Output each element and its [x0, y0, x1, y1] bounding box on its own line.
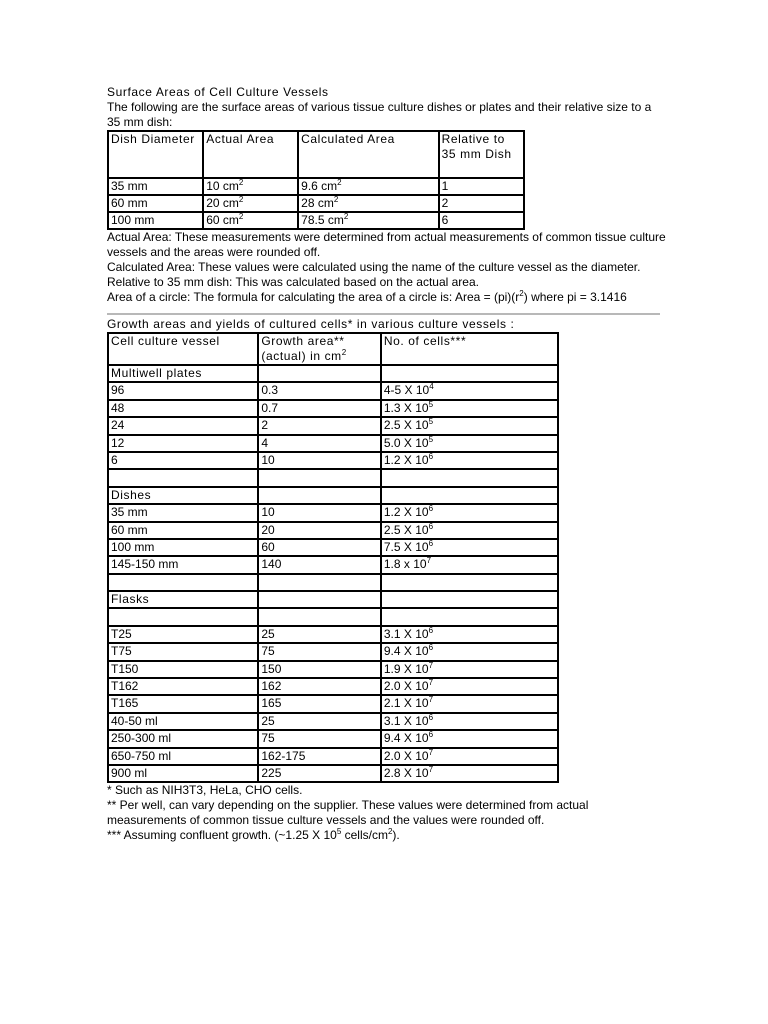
cell-vessel: 35 mm [108, 504, 258, 521]
cell-vessel [108, 574, 258, 591]
cell-rel: 6 [439, 212, 524, 229]
table-row [108, 435, 558, 452]
cell-growth-area: 60 [258, 539, 381, 556]
table-row [108, 178, 524, 195]
cell-vessel: 650-750 ml [108, 748, 258, 765]
cell-growth-area [258, 591, 381, 608]
table-row [108, 608, 558, 625]
cell-cell-count [381, 487, 558, 504]
cell-vessel: Multiwell plates [108, 365, 258, 382]
cell-cell-count [381, 365, 558, 382]
cell-cell-count: 1.3 X $10^5$ [381, 400, 558, 417]
cell-vessel: 48 [108, 400, 258, 417]
table-row [108, 452, 558, 469]
cell-cell-count: 5.0 X $10^5$ [381, 435, 558, 452]
cell-actual: 10 $cm^2$ [203, 178, 298, 195]
cell-growth-area [258, 469, 381, 486]
cell-growth-area: 162 [258, 678, 381, 695]
cell-cell-count [381, 608, 558, 625]
cell-vessel: 24 [108, 417, 258, 434]
cell-cell-count: 9.4 X $10^6$ [381, 643, 558, 660]
intro-text: The following are the surface areas of various tissue culture dishes or plates and their relative size to a 35 mm dish: [107, 100, 652, 129]
footnote-3: *** Assuming confluent growth. (~1.25 X $10^5$ cells/$cm^2$). [107, 827, 400, 843]
cell-cell-count: 1.2 X $10^6$ [381, 452, 558, 469]
cell-growth-area: 0.3 [258, 382, 381, 399]
header-vessel: Cell culture vessel [108, 333, 258, 365]
table-row [108, 591, 558, 608]
growth-heading: Growth areas and yields of cultured cells* in various culture vessels : [107, 317, 515, 331]
def-actual-area: Actual Area: These measurements were determined from actual measurements of common tissue culture vessels and the areas were rounded off. [107, 230, 666, 259]
growth-area-table [107, 332, 559, 783]
cell-growth-area [258, 487, 381, 504]
cell-vessel: 900 ml [108, 765, 258, 782]
document-title: Surface Areas of Cell Culture Vessels [107, 85, 329, 99]
cell-vessel: 96 [108, 382, 258, 399]
cell-vessel: T162 [108, 678, 258, 695]
table-header-row [108, 131, 524, 178]
cell-cell-count: 9.4 X $10^6$ [381, 730, 558, 747]
cell-cell-count: 7.5 X $10^6$ [381, 539, 558, 556]
cell-cell-count: 1.9 X $10^7$ [381, 661, 558, 678]
table-row [108, 539, 558, 556]
table-row [108, 522, 558, 539]
cell-cell-count [381, 591, 558, 608]
table-row [108, 643, 558, 660]
cell-rel: 2 [439, 195, 524, 212]
surface-area-table [107, 130, 525, 230]
cell-vessel: 250-300 ml [108, 730, 258, 747]
cell-cell-count: 3.1 X $10^6$ [381, 626, 558, 643]
table-row [108, 574, 558, 591]
cell-growth-area: 75 [258, 730, 381, 747]
cell-vessel [108, 469, 258, 486]
cell-calc: 9.6 $cm^2$ [298, 178, 438, 195]
horizontal-divider [107, 313, 660, 315]
table-row [108, 556, 558, 573]
def-circle-area: Area of a circle: The formula for calculating the area of a circle is: Area = $(pi)(r^2)$ where pi = 3.1416 [107, 289, 627, 304]
cell-cell-count: 2.5 X $10^5$ [381, 417, 558, 434]
cell-cell-count: 2.0 X $10^7$ [381, 678, 558, 695]
cell-calc: 28 $cm^2$ [298, 195, 438, 212]
cell-vessel: 40-50 ml [108, 713, 258, 730]
table-row [108, 195, 524, 212]
table-row [108, 748, 558, 765]
footnote-1: * Such as NIH3T3, HeLa, CHO cells. [107, 783, 303, 798]
table-row [108, 417, 558, 434]
cell-cell-count [381, 469, 558, 486]
cell-growth-area: 165 [258, 695, 381, 712]
cell-vessel: 60 mm [108, 522, 258, 539]
cell-actual: 20 $cm^2$ [203, 195, 298, 212]
cell-actual: 60 $cm^2$ [203, 212, 298, 229]
cell-growth-area [258, 574, 381, 591]
header-growth-area: Growth area** (actual) in $cm^2$ [258, 333, 381, 365]
cell-vessel: T165 [108, 695, 258, 712]
cell-vessel: 12 [108, 435, 258, 452]
cell-vessel: 6 [108, 452, 258, 469]
cell-growth-area: 10 [258, 504, 381, 521]
cell-growth-area: 140 [258, 556, 381, 573]
table-row [108, 730, 558, 747]
cell-growth-area: 4 [258, 435, 381, 452]
cell-vessel: Dishes [108, 487, 258, 504]
cell-dish: 100 mm [108, 212, 203, 229]
table-row [108, 212, 524, 229]
cell-vessel: T150 [108, 661, 258, 678]
header-dish-diameter: Dish Diameter [108, 131, 203, 178]
cell-growth-area: 25 [258, 626, 381, 643]
cell-growth-area: 10 [258, 452, 381, 469]
header-cell-count: No. of cells*** [381, 333, 558, 365]
header-relative: Relative to 35 mm Dish [439, 131, 524, 178]
header-actual-area: Actual Area [203, 131, 298, 178]
def-calculated-area: Calculated Area: These values were calculated using the name of the culture vessel as the diameter. [107, 260, 641, 274]
footnote-2: ** Per well, can vary depending on the supplier. These values were determined from actual measurements of common tissue culture vessels and the values were rounded off. [107, 798, 589, 828]
footnotes [107, 783, 667, 843]
cell-vessel: T25 [108, 626, 258, 643]
table-row [108, 365, 558, 382]
cell-dish: 60 mm [108, 195, 203, 212]
table-row [108, 765, 558, 782]
cell-growth-area: 150 [258, 661, 381, 678]
table-row [108, 487, 558, 504]
cell-vessel [108, 608, 258, 625]
cell-growth-area: 162-175 [258, 748, 381, 765]
cell-cell-count: 2.1 X $10^7$ [381, 695, 558, 712]
table-row [108, 400, 558, 417]
cell-cell-count: 2.0 X $10^7$ [381, 748, 558, 765]
cell-cell-count: 1.8 x $10^7$ [381, 556, 558, 573]
document-page [107, 85, 667, 843]
cell-cell-count: 1.2 X $10^6$ [381, 504, 558, 521]
cell-vessel: 100 mm [108, 539, 258, 556]
table-header-row [108, 333, 558, 365]
cell-dish: 35 mm [108, 178, 203, 195]
cell-cell-count: 4-5 X $10^4$ [381, 382, 558, 399]
cell-growth-area: 75 [258, 643, 381, 660]
table-row [108, 469, 558, 486]
cell-growth-area: 225 [258, 765, 381, 782]
cell-cell-count: 2.5 X $10^6$ [381, 522, 558, 539]
def-relative: Relative to 35 mm dish: This was calculated based on the actual area. [107, 275, 479, 289]
cell-growth-area: 2 [258, 417, 381, 434]
cell-growth-area [258, 608, 381, 625]
table-row [108, 713, 558, 730]
cell-growth-area: 0.7 [258, 400, 381, 417]
table-row [108, 678, 558, 695]
cell-cell-count: 2.8 X $10^7$ [381, 765, 558, 782]
cell-vessel: Flasks [108, 591, 258, 608]
cell-rel: 1 [439, 178, 524, 195]
table-row [108, 504, 558, 521]
growth-table-body [108, 365, 558, 782]
cell-cell-count [381, 574, 558, 591]
table-row [108, 382, 558, 399]
cell-calc: 78.5 $cm^2$ [298, 212, 438, 229]
cell-growth-area [258, 365, 381, 382]
cell-vessel: T75 [108, 643, 258, 660]
cell-cell-count: 3.1 X $10^6$ [381, 713, 558, 730]
table-row [108, 626, 558, 643]
table-row [108, 661, 558, 678]
cell-growth-area: 20 [258, 522, 381, 539]
cell-vessel: 145-150 mm [108, 556, 258, 573]
table-row [108, 695, 558, 712]
header-calculated-area: Calculated Area [298, 131, 438, 178]
cell-growth-area: 25 [258, 713, 381, 730]
